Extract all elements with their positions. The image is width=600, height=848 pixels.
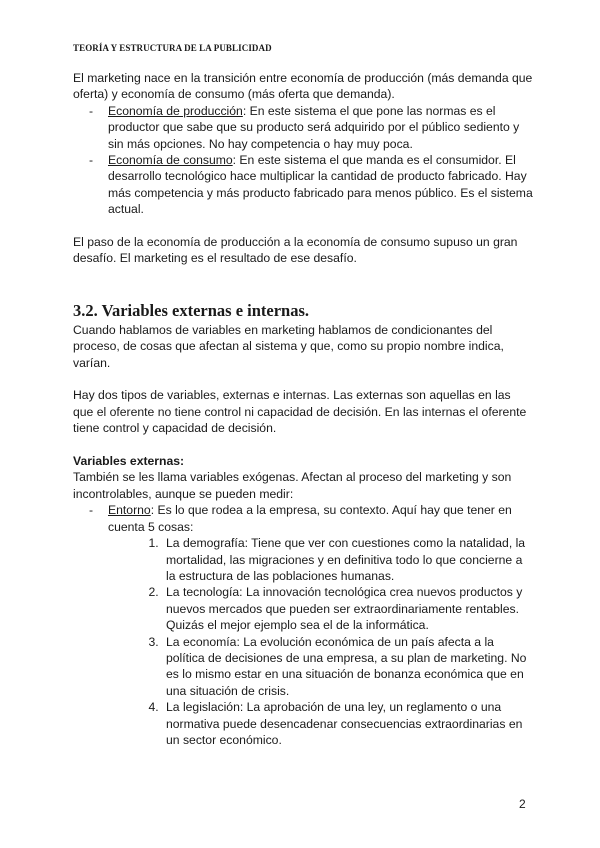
page-number: 2 [519, 797, 526, 811]
factor-tecnologia: 2. La tecnología: La innovación tecnológica crea nuevos productos y nuevos mercados que pueden ser extraordinariamente rentables. Quizás el mejor ejemplo sea el de la informática. [162, 584, 533, 633]
factor-demografia: 1. La demografía: Tiene que ver con cuestiones como la natalidad, la mortalidad, las migraciones y en definitiva todo lo que concierne a la estructura de las poblaciones humanas. [162, 535, 533, 584]
external-variables-paragraph: También se les llama variables exógenas. Afectan al proceso del marketing y son incontrolables, aunque se pueden medir: [73, 470, 512, 501]
list-item [89, 502, 533, 748]
running-header: TEORÍA Y ESTRUCTURA DE LA PUBLICIDAD [73, 43, 272, 53]
factor-legislacion: 4. La legislación: La aprobación de una ley, un reglamento o una normativa puede desencadenar consecuencias extraordinarias en un sector económico. [162, 699, 533, 748]
subsection-heading: Variables externas: [73, 454, 185, 469]
term-entorno: Entorno [108, 503, 151, 518]
external-variables-list [73, 502, 533, 748]
section-heading: 3.2. Variables externas e internas. [73, 300, 310, 320]
definition-text: : En este sistema el que pone las normas es el productor que sabe que su producto será adquirido por el público sediento y sin más opciones. No hay competencia o hay muy poca. [108, 103, 520, 151]
conclusion-paragraph: El paso de la economía de producción a la economía de consumo supuso un gran desafío. El marketing es el resultado de ese desafío. [73, 235, 518, 266]
environment-factors-list [108, 535, 533, 748]
definition-text: : Es lo que rodea a la empresa, su contexto. Aquí hay que tener en cuenta 5 cosas: [108, 503, 512, 534]
term-consumo: Economía de consumo [108, 153, 233, 168]
list-item [89, 103, 533, 152]
term-produccion: Economía de producción [108, 103, 243, 118]
intro-paragraph: El marketing nace en la transición entre economía de producción (más demanda que oferta) y economía de consumo (más oferta que demanda). [73, 71, 533, 102]
economy-types-list [73, 103, 533, 218]
definition-text: : En este sistema el que manda es el consumidor. El desarrollo tecnológico hace multiplicar la cantidad de producto fabricado. Hay más competencia y más producto fabricado para menos público. Es el sistema actual. [108, 153, 533, 217]
variables-definition-paragraph: Cuando hablamos de variables en marketing hablamos de condicionantes del proceso, de cosas que afectan al sistema y que, como su propio nombre indica, varían. [73, 322, 504, 370]
document-body [73, 70, 533, 748]
list-item [89, 152, 533, 218]
factor-economia: 3. La economía: La evolución económica de un país afecta a la política de decisiones de una empresa, a su plan de marketing. No es lo mismo estar en una situación de bonanza económica que en una situación de crisis. [162, 634, 533, 700]
variables-types-paragraph: Hay dos tipos de variables, externas e internas. Las externas son aquellas en las que el oferente no tiene control ni capacidad de decisión. En las internas el oferente tiene control y capacidad de decisión. [73, 388, 527, 436]
